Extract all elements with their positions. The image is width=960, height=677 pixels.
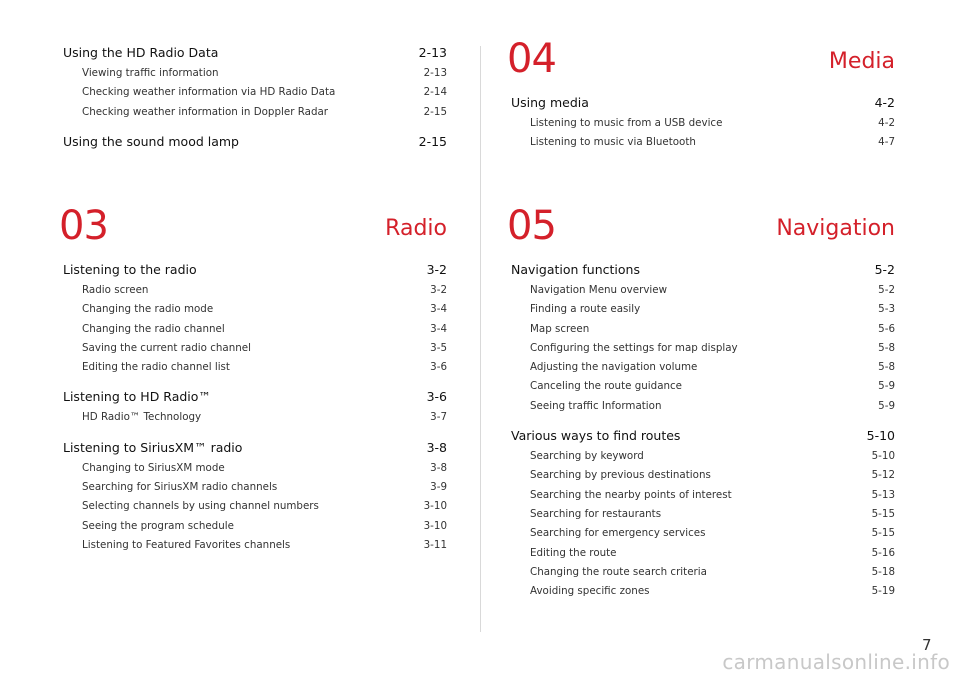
toc-item-title: Changing the radio mode <box>82 303 214 316</box>
toc-item-page: 5-18 <box>871 565 895 578</box>
toc-section[interactable] <box>63 386 447 408</box>
toc-section-title: Using media <box>511 95 589 110</box>
toc-item[interactable] <box>63 339 447 358</box>
toc-item-page: 5-9 <box>878 380 895 393</box>
chapter-radio <box>59 203 447 555</box>
toc-item-title: Searching the nearby points of interest <box>530 488 732 501</box>
toc-item-title: Searching by previous destinations <box>530 469 711 482</box>
toc-section-page: 5-10 <box>866 428 895 444</box>
toc-item[interactable] <box>63 281 447 300</box>
toc-item[interactable] <box>511 524 895 543</box>
column-divider <box>480 46 481 632</box>
toc-item-page: 5-9 <box>878 399 895 412</box>
chapter-navigation <box>507 203 895 601</box>
toc-item-page: 5-3 <box>878 303 895 316</box>
toc-item-page: 5-16 <box>871 546 895 559</box>
toc-item-title: Saving the current radio channel <box>82 341 251 354</box>
toc-item-title: Editing the radio channel list <box>82 361 230 374</box>
toc-item[interactable] <box>511 339 895 358</box>
toc-item-page: 3-10 <box>423 519 447 532</box>
toc-section-page: 5-2 <box>874 262 895 277</box>
toc-item[interactable] <box>63 497 447 516</box>
toc-item-page: 3-9 <box>430 481 447 494</box>
toc-section[interactable] <box>511 92 895 114</box>
toc-section-page: 2-13 <box>418 45 447 60</box>
toc-item-page: 3-5 <box>430 341 447 354</box>
toc-section-title: Using the sound mood lamp <box>63 133 239 149</box>
toc-item-title: Avoiding specific zones <box>530 585 650 598</box>
toc-item-title: Changing the route search criteria <box>530 565 707 578</box>
toc-item-title: Canceling the route guidance <box>530 380 683 393</box>
toc-item-title: Searching by keyword <box>530 450 644 463</box>
toc-item[interactable] <box>511 358 895 377</box>
toc-item-page: 3-11 <box>423 538 447 551</box>
toc-section[interactable] <box>63 42 447 64</box>
toc-section[interactable] <box>63 259 447 281</box>
toc-item-page: 2-14 <box>423 86 447 99</box>
toc-item-page: 5-10 <box>871 450 895 463</box>
toc-item-title: Listening to Featured Favorites channels <box>82 538 291 551</box>
toc-item-title: Configuring the settings for map display <box>530 341 738 354</box>
chapter-number: 04 <box>507 36 556 82</box>
toc-item[interactable] <box>63 103 447 122</box>
toc-section-page: 3-2 <box>426 262 447 277</box>
toc-item[interactable] <box>511 486 895 505</box>
toc-item-title: Seeing traffic Information <box>530 399 662 412</box>
toc-item-title: Radio screen <box>82 284 149 296</box>
toc-item-title: Adjusting the navigation volume <box>530 361 698 374</box>
toc-item[interactable] <box>511 397 895 416</box>
chapter-header <box>507 203 895 259</box>
toc-item[interactable] <box>511 447 895 466</box>
toc-item[interactable] <box>63 517 447 536</box>
toc-item-title: Editing the route <box>530 546 617 559</box>
toc-item[interactable] <box>511 300 895 319</box>
toc-item[interactable] <box>511 133 895 152</box>
toc-item-title: HD Radio™ Technology <box>82 411 202 424</box>
toc-item[interactable] <box>511 505 895 524</box>
toc-item-page: 3-4 <box>430 303 447 316</box>
toc-item[interactable] <box>63 408 447 427</box>
toc-item-page: 3-10 <box>423 500 447 513</box>
toc-item-page: 3-4 <box>430 322 447 335</box>
toc-section[interactable] <box>511 425 895 447</box>
toc-item[interactable] <box>63 459 447 478</box>
toc-section-title: Using the HD Radio Data <box>63 45 219 60</box>
toc-item[interactable] <box>511 114 895 133</box>
toc-item-title: Map screen <box>530 322 590 335</box>
toc-item-title: Navigation Menu overview <box>530 284 668 296</box>
toc-item-title: Selecting channels by using channel numbers <box>82 500 319 513</box>
toc-section[interactable] <box>511 259 895 281</box>
toc-section[interactable] <box>63 437 447 459</box>
watermark: carmanualsonline.info <box>722 650 950 674</box>
toc-item-page: 5-6 <box>878 322 895 335</box>
toc-item[interactable] <box>63 300 447 319</box>
toc-item-page: 5-2 <box>878 284 895 296</box>
toc-section-title: Listening to the radio <box>63 262 197 277</box>
toc-item-page: 5-12 <box>871 469 895 482</box>
toc-item[interactable] <box>511 281 895 300</box>
toc-item-title: Searching for emergency services <box>530 527 706 540</box>
toc-item[interactable] <box>63 478 447 497</box>
toc-item-page: 5-8 <box>878 341 895 354</box>
toc-item[interactable] <box>63 320 447 339</box>
toc-item-page: 5-13 <box>871 488 895 501</box>
toc-item-page: 5-8 <box>878 361 895 374</box>
chapter-header <box>59 203 447 259</box>
chapter-media <box>507 36 895 153</box>
toc-section-page: 3-8 <box>426 439 447 455</box>
toc-item[interactable] <box>511 582 895 601</box>
toc-item-page: 3-6 <box>430 361 447 374</box>
toc-item-page: 3-8 <box>430 461 447 474</box>
toc-item-title: Seeing the program schedule <box>82 519 234 532</box>
toc-item-page: 3-7 <box>430 411 447 424</box>
toc-section-page: 4-2 <box>874 95 895 110</box>
toc-section-page: 3-6 <box>426 389 447 405</box>
toc-item-title: Searching for SiriusXM radio channels <box>82 481 278 494</box>
toc-item-page: 2-13 <box>423 67 447 79</box>
page-number: 7 <box>922 636 932 654</box>
toc-item-page: 2-15 <box>423 105 447 118</box>
toc-section-title: Listening to SiriusXM™ radio <box>63 439 243 455</box>
chapter-title: Navigation <box>776 216 895 241</box>
toc-section-page: 2-15 <box>418 133 447 149</box>
toc-section-title: Various ways to find routes <box>511 428 681 444</box>
toc-item[interactable] <box>63 536 447 555</box>
toc-item-title: Finding a route easily <box>530 303 641 316</box>
toc-item-title: Checking weather information in Doppler Radar <box>82 105 329 118</box>
chapter-header <box>507 36 895 92</box>
toc-item-page: 3-2 <box>430 284 447 296</box>
toc-item[interactable] <box>63 83 447 102</box>
toc-item[interactable] <box>63 358 447 377</box>
toc-top-continuation <box>63 42 447 153</box>
toc-item-title: Listening to music from a USB device <box>530 117 723 129</box>
chapter-title: Media <box>828 49 895 74</box>
toc-item-page: 4-2 <box>878 117 895 129</box>
toc-item[interactable] <box>511 377 895 396</box>
toc-item-title: Changing the radio channel <box>82 322 225 335</box>
toc-item-title: Searching for restaurants <box>530 507 662 520</box>
chapter-number: 03 <box>59 203 108 249</box>
toc-item[interactable] <box>511 320 895 339</box>
toc-item-page: 5-15 <box>871 507 895 520</box>
toc-item[interactable] <box>63 64 447 83</box>
toc-item-page: 5-19 <box>871 585 895 598</box>
toc-item[interactable] <box>511 544 895 563</box>
toc-item-title: Viewing traffic information <box>82 67 219 79</box>
chapter-title: Radio <box>385 216 447 241</box>
chapter-number: 05 <box>507 203 556 249</box>
toc-section-title: Navigation functions <box>511 262 640 277</box>
toc-item-title: Changing to SiriusXM mode <box>82 461 225 474</box>
toc-item-title: Checking weather information via HD Radio Data <box>82 86 336 99</box>
toc-item-page: 5-15 <box>871 527 895 540</box>
toc-item-title: Listening to music via Bluetooth <box>530 136 696 149</box>
toc-section-title: Listening to HD Radio™ <box>63 389 211 405</box>
toc-item-page: 4-7 <box>878 136 895 149</box>
toc-item[interactable] <box>511 563 895 582</box>
toc-item[interactable] <box>511 466 895 485</box>
toc-section[interactable] <box>63 131 447 153</box>
